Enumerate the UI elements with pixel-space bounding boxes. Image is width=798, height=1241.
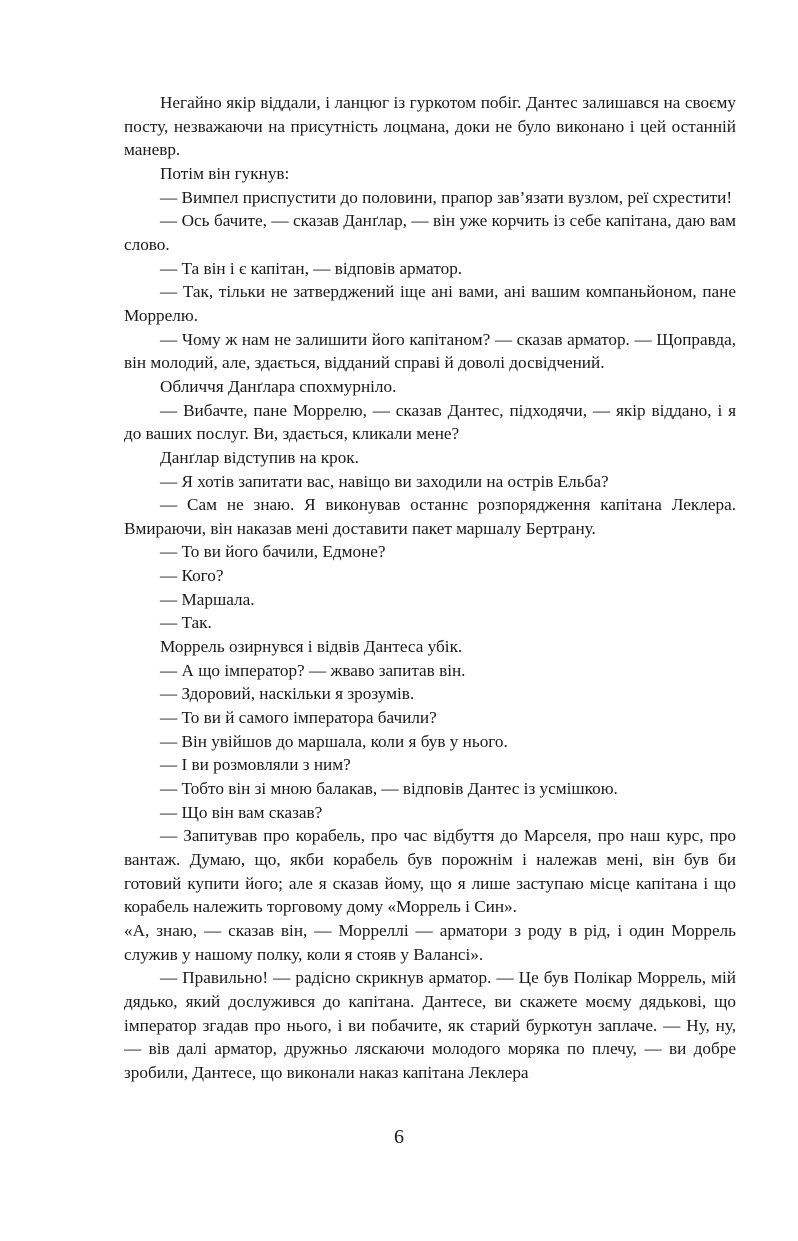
paragraph: — Здоровий, наскільки я зрозумів.	[160, 684, 415, 704]
paragraph: — Правильно! — радісно скрикнув арматор. — Це був Полікар Моррель, мій дядько, який дослужився до капітана. Дантесе, ви скажете моєму дядькові, що імператор згадав про нього, і ви побачите, як старий буркотун заплаче. — Ну, ну, — вів далі арматор, дружньо ляскаючи молодого моряка по плечу, — ви добре зробили, Дантесе, що виконали наказ капітана Леклера	[124, 968, 736, 1082]
paragraph: — Він увійшов до маршала, коли я був у нього.	[160, 731, 508, 751]
paragraph: — Так, тільки не затверджений іще ані вами, ані вашим компаньйоном, пане Моррелю.	[124, 282, 736, 325]
paragraph: — Сам не знаю. Я виконував останнє розпорядження капітана Леклера. Вмираючи, він наказав мені доставити пакет маршалу Бертрану.	[124, 495, 736, 538]
paragraph: — Тобто він зі мною балакав, — відповів Дантес із усмішкою.	[160, 779, 618, 799]
paragraph: — Та він і є капітан, — відповів арматор.	[160, 258, 463, 278]
paragraph: — Кого?	[160, 566, 224, 586]
paragraph: — А що імператор? — жваво запитав він.	[160, 660, 466, 680]
paragraph: Негайно якір віддали, і ланцюг із гуркотом побіг. Дантес залишався на своєму посту, незважаючи на присутність лоцмана, доки не було виконано і цей останній маневр.	[124, 93, 736, 160]
page-number: 6	[394, 1126, 404, 1148]
paragraph: Моррель озирнувся і відвів Дантеса убік.	[160, 637, 463, 657]
paragraph: — Що він вам сказав?	[160, 802, 323, 822]
paragraph: Данґлар відступив на крок.	[160, 447, 359, 467]
paragraph: — Запитував про корабель, про час відбуття до Марселя, про наш курс, про вантаж. Думаю, що, якби корабель був порожнім і належав мені, він був би готовий купити його; але я сказав йому, що я лише заступаю місце капітана і що корабель належить торговому дому «Моррель і Син».	[124, 826, 736, 917]
body-text	[124, 91, 736, 1085]
paragraph: — Чому ж нам не залишити його капітаном? — сказав арматор. — Щоправда, він молодий, але, здається, відданий справі й доволі досвідчений.	[124, 329, 736, 373]
paragraph: — Так.	[160, 613, 212, 633]
paragraph: — Ось бачите, — сказав Данґлар, — він уже корчить із себе капітана, даю вам слово.	[124, 211, 736, 254]
paragraph: «А, знаю, — сказав він, — Морреллі — арматори з роду в рід, і один Моррель служив у нашому полку, коли я стояв у Валансі».	[124, 920, 736, 964]
paragraph: — І ви розмовляли з ним?	[160, 755, 351, 775]
paragraph: Обличчя Данґлара спохмурніло.	[160, 376, 397, 396]
paragraph: — То ви його бачили, Едмоне?	[160, 542, 386, 562]
paragraph: — Я хотів запитати вас, навіщо ви заходили на острів Ельба?	[160, 471, 609, 491]
paragraph: — Вибачте, пане Моррелю, — сказав Дантес, підходячи, — якір віддано, і я до ваших послуг. Ви, здається, кликали мене?	[124, 400, 736, 444]
paragraph: Потім він гукнув:	[160, 163, 290, 183]
paragraph: — Маршала.	[160, 589, 255, 609]
paragraph: — Вимпел приспустити до половини, прапор зав’язати вузлом, реї схрестити!	[160, 187, 733, 207]
paragraph: — То ви й самого імператора бачили?	[160, 708, 437, 728]
